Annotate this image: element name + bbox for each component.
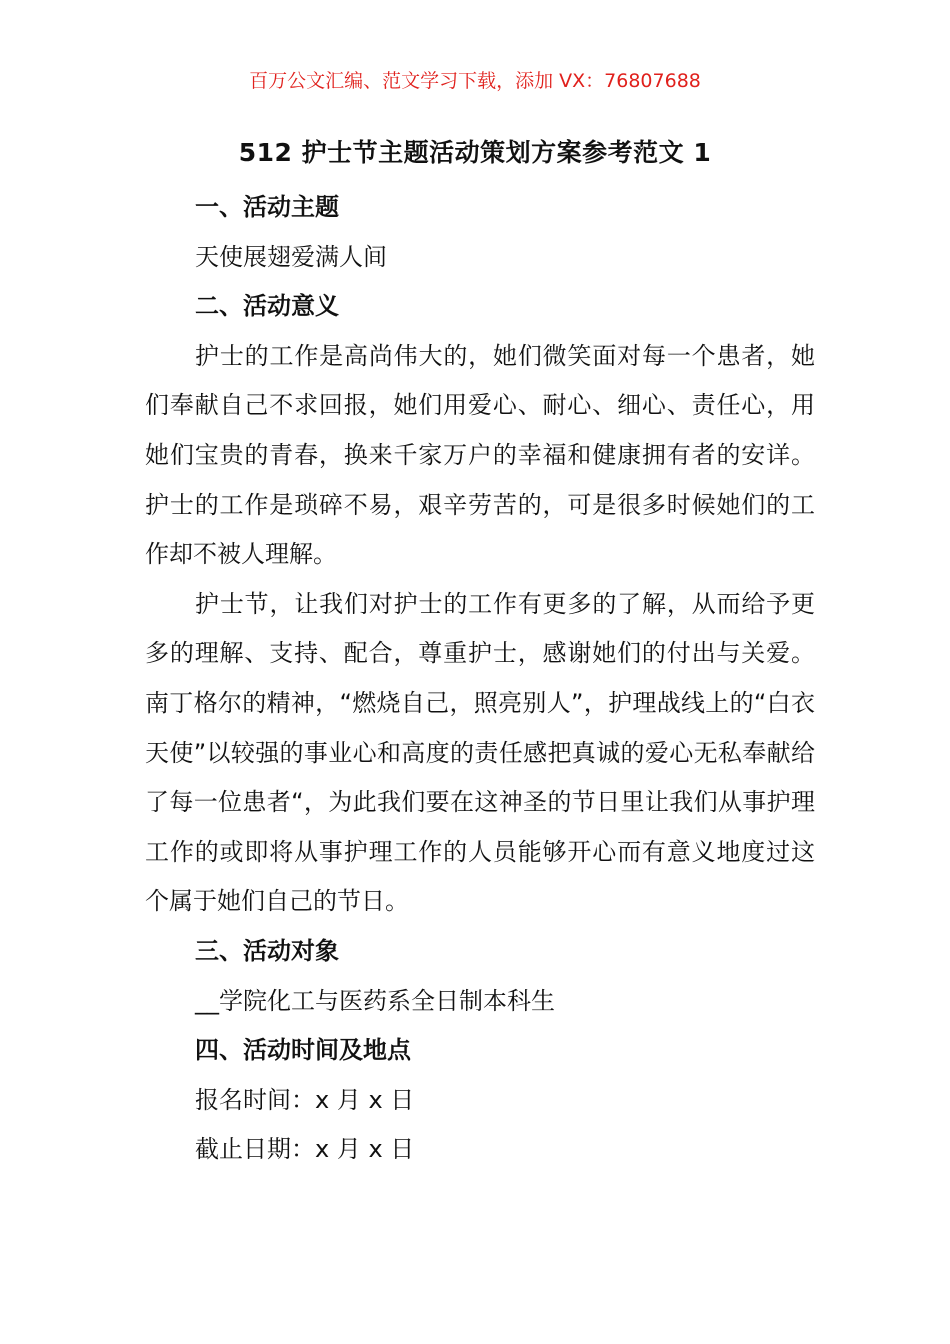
deadline-date: 截止日期：x 月 x 日 xyxy=(195,1135,415,1164)
section-heading-audience: 三、活动对象 xyxy=(195,936,339,965)
section-heading-time-place: 四、活动时间及地点 xyxy=(195,1036,411,1065)
header-contact-note: 百万公文汇编、范文学习下载，添加 VX：76807688 xyxy=(249,70,701,92)
section-heading-theme: 一、活动主题 xyxy=(195,193,339,221)
section-heading-significance: 二、活动意义 xyxy=(195,292,339,321)
significance-paragraph-1: 护士的工作是高尚伟大的，她们微笑面对每一个患者，她们奉献自己不求回报，她们用爱心、耐心、细心、责任心，用她们宝贵的青春，换来千家万户的幸福和健康拥有者的安详。护士的工作是琐碎不易，艰辛劳苦的，可是很多时候她们的工作却不被人理解。 xyxy=(145,341,815,569)
significance-paragraph-2: 护士节，让我们对护士的工作有更多的了解，从而给予更多的理解、支持、配合，尊重护士，感谢她们的付出与关爱。南丁格尔的精神，“燃烧自己，照亮别人”，护理战线上的“白衣天使”以较强的事业心和高度的责任感把真诚的爱心无私奉献给了每一位患者“，为此我们要在这神圣的节日里让我们从事护理工作的或即将从事护理工作的人员能够开心而有意义地度过这个属于她们自己的节日。 xyxy=(145,589,815,916)
signup-time: 报名时间：x 月 x 日 xyxy=(195,1085,415,1114)
document-body xyxy=(145,183,815,1175)
document-title: 512 护士节主题活动策划方案参考范文 1 xyxy=(238,138,712,167)
theme-text: 天使展翅爱满人间 xyxy=(195,242,387,271)
audience-text: __学院化工与医药系全日制本科生 xyxy=(195,986,555,1015)
